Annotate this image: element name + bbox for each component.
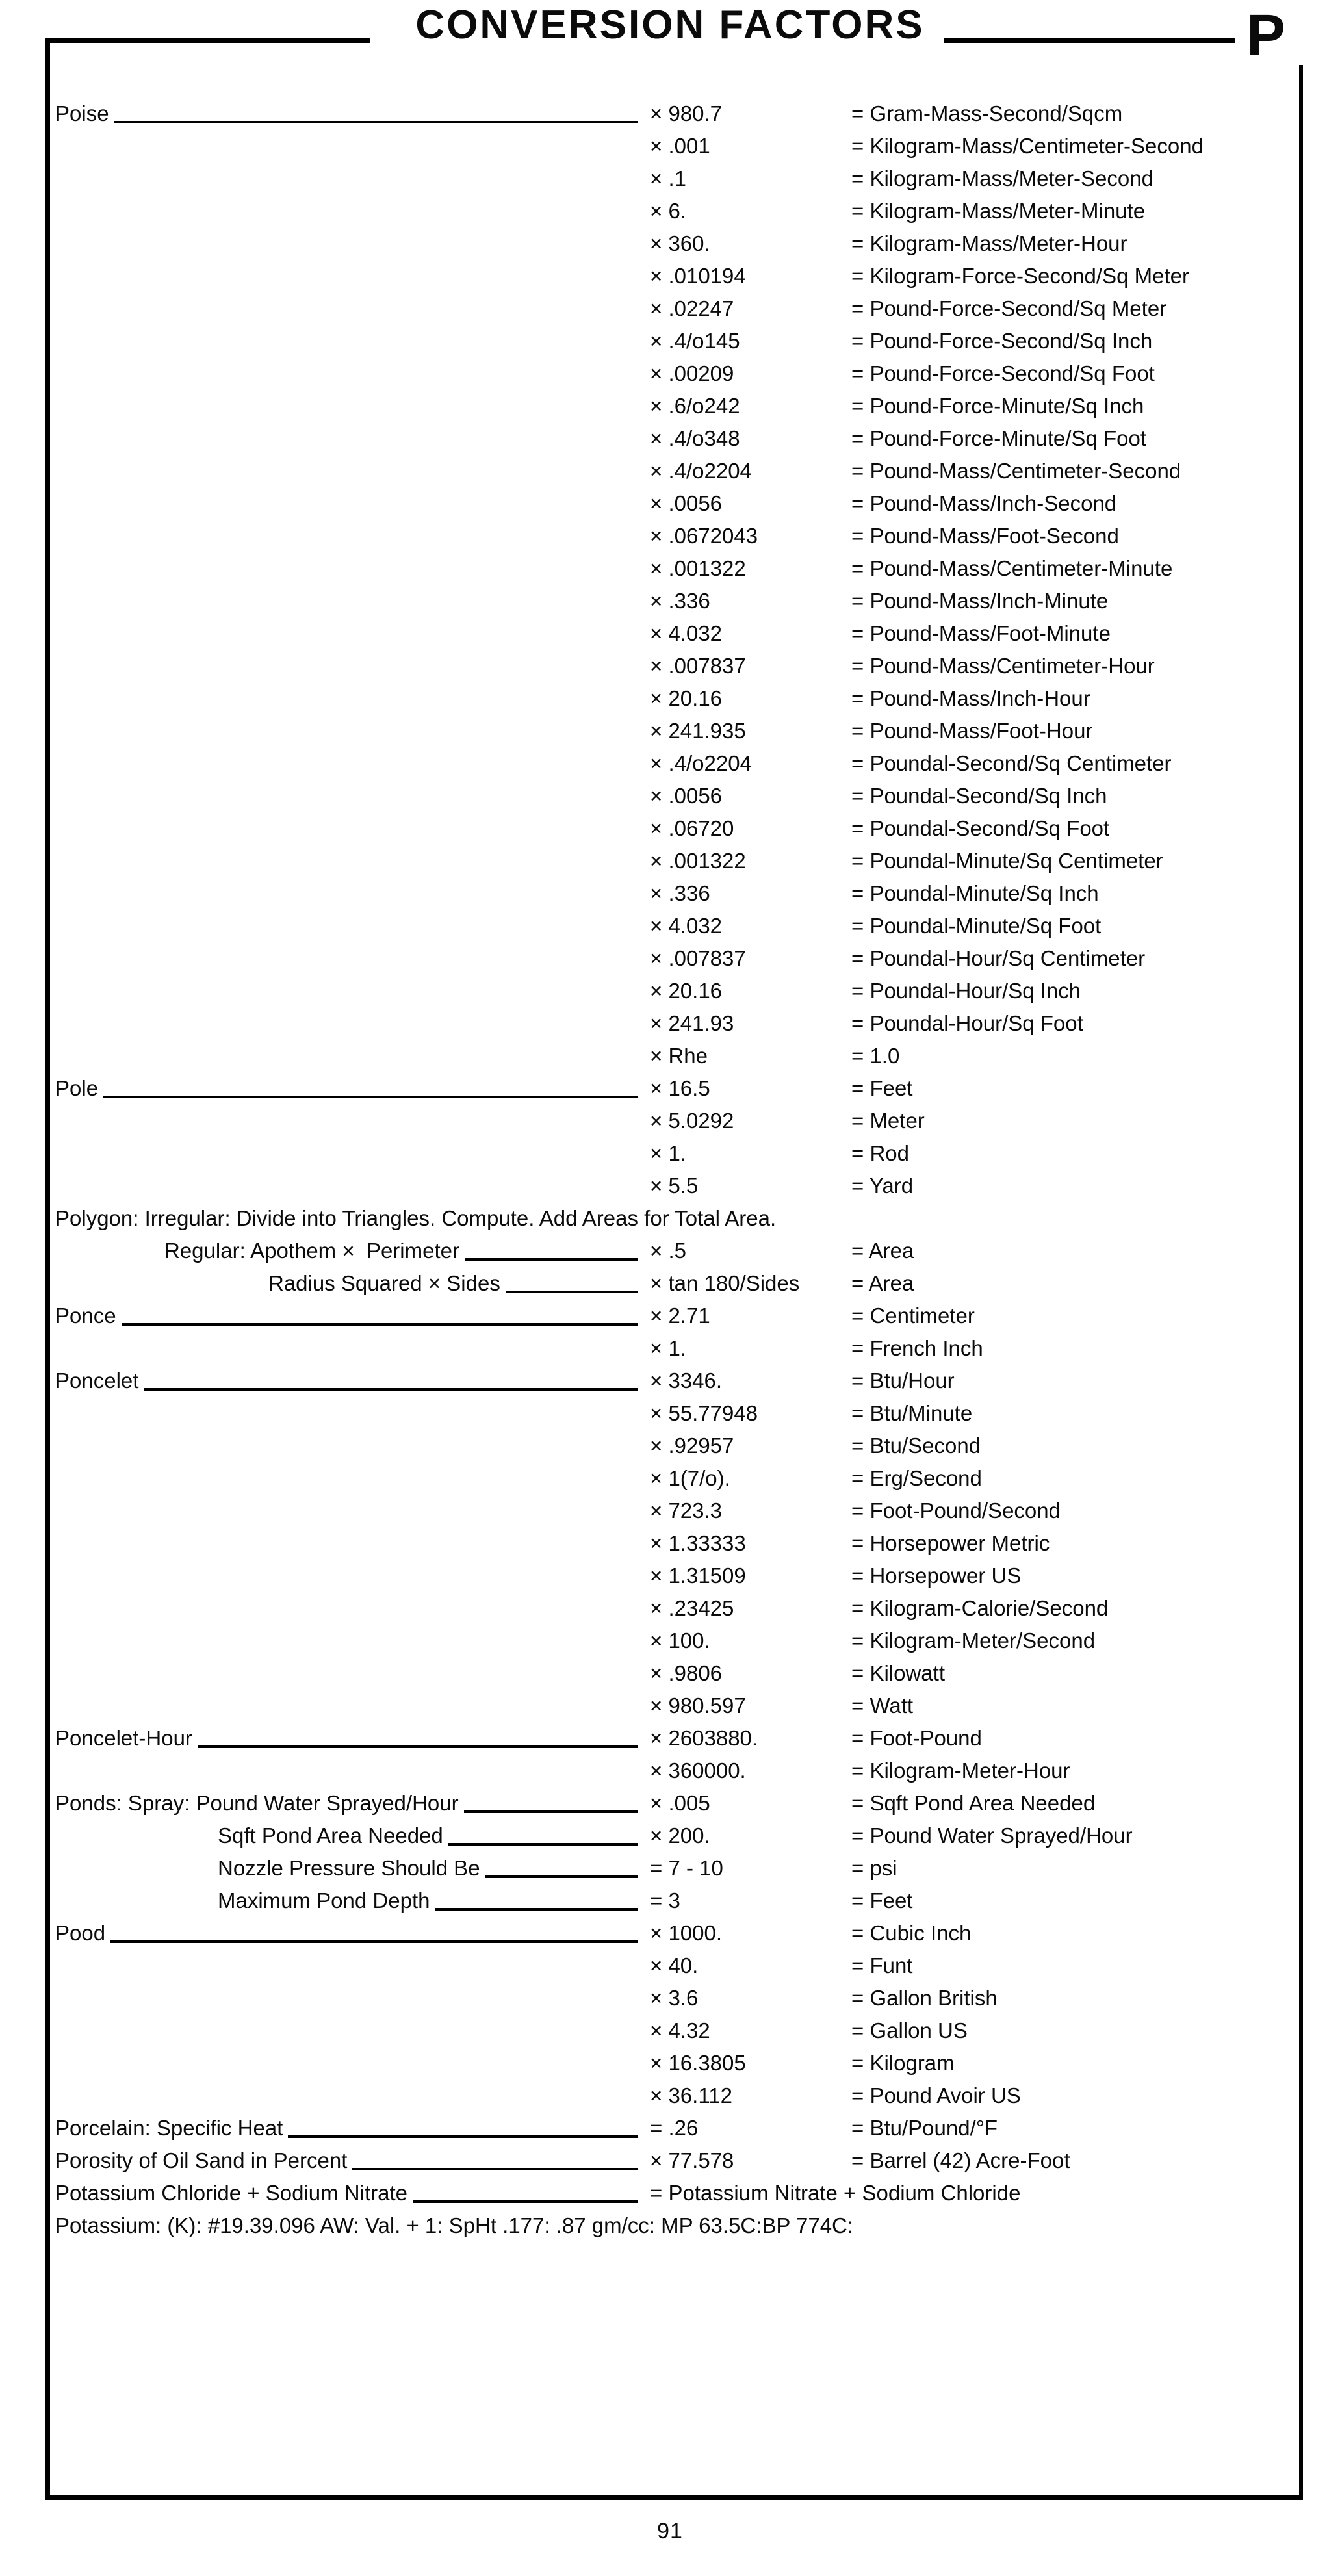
- term-label: Porcelain: Specific Heat: [55, 2116, 283, 2140]
- result-label: = Pound-Mass/Inch-Hour: [851, 686, 1090, 710]
- result-label: = Kilogram-Meter/Second: [851, 1629, 1096, 1653]
- factor-value: × .06720: [650, 816, 734, 840]
- leader-line: [413, 2200, 638, 2203]
- factor-value: × .336: [650, 589, 710, 613]
- result-label: = Pound-Mass/Centimeter-Second: [851, 459, 1181, 483]
- factor-value: × 55.77948: [650, 1401, 758, 1425]
- factor-value: × .0056: [650, 784, 723, 808]
- result-label: = Pound-Mass/Centimeter-Hour: [851, 654, 1155, 678]
- leader-line: [448, 1843, 638, 1846]
- conversion-row: [0, 1657, 1340, 1690]
- factor-value: × 3.6: [650, 1986, 699, 2010]
- leader-line: [485, 1875, 638, 1878]
- result-label: = Watt: [851, 1694, 914, 1718]
- factor-value: × 4.032: [650, 621, 723, 645]
- factor-value: × 2.71: [650, 1304, 710, 1328]
- conversion-row: [0, 455, 1340, 487]
- term-wrap: [0, 1235, 640, 1267]
- factor-value: × 241.935: [650, 719, 746, 743]
- leader-line: [110, 1940, 638, 1943]
- conversion-row: [0, 1820, 1340, 1852]
- result-label: = Sqft Pond Area Needed: [851, 1791, 1096, 1815]
- term-label: Ponds: Spray: Pound Water Sprayed/Hour: [55, 1791, 459, 1815]
- factor-value: × 1000.: [650, 1921, 723, 1945]
- result-label: = Pound-Mass/Foot-Minute: [851, 621, 1111, 645]
- term-label: Pood: [55, 1921, 106, 1945]
- result-label: = Yard: [851, 1174, 914, 1198]
- factor-value: × .010194: [650, 264, 746, 288]
- term-label: Poncelet: [55, 1369, 139, 1393]
- result-label: = Gallon British: [851, 1986, 998, 2010]
- factor-value: × 4.032: [650, 914, 723, 938]
- result-label: = Horsepower Metric: [851, 1531, 1050, 1555]
- factor-value: × .4/o348: [650, 426, 740, 450]
- term-wrap: [0, 1072, 640, 1105]
- full-row-text: Polygon: Irregular: Divide into Triangles. Compute. Add Areas for Total Area.: [55, 1206, 777, 1230]
- term-wrap: [0, 2112, 640, 2145]
- factor-value: × 5.5: [650, 1174, 699, 1198]
- conversion-row: [0, 390, 1340, 422]
- factor-value: × .4/o145: [650, 329, 740, 353]
- result-label: = Kilogram-Mass/Meter-Minute: [851, 199, 1146, 223]
- result-label: = Rod: [851, 1141, 909, 1165]
- leader-line: [352, 2168, 638, 2170]
- factor-value: × .6/o242: [650, 394, 740, 418]
- result-label: = Pound-Force-Minute/Sq Inch: [851, 394, 1144, 418]
- conversion-row: [0, 1007, 1340, 1040]
- factor-value: × 1(7/o).: [650, 1466, 730, 1490]
- factor-value: × 2603880.: [650, 1726, 758, 1750]
- result-label: = Kilogram-Meter-Hour: [851, 1758, 1070, 1783]
- term-label: Potassium Chloride + Sodium Nitrate: [55, 2181, 407, 2205]
- term-label: Poncelet-Hour: [55, 1726, 192, 1750]
- factor-value: × tan 180/Sides: [650, 1271, 800, 1295]
- factor-value: = 7 - 10: [650, 1856, 723, 1880]
- factor-value: × .007837: [650, 946, 746, 970]
- term-label: Maximum Pond Depth: [218, 1888, 430, 1913]
- term-wrap: [0, 1885, 640, 1917]
- result-label: = Poundal-Hour/Sq Centimeter: [851, 946, 1146, 970]
- conversion-row: [0, 520, 1340, 552]
- page-title: CONVERSION FACTORS: [415, 3, 925, 47]
- conversion-row: [0, 1462, 1340, 1495]
- result-label: = Area: [851, 1271, 914, 1295]
- term-label: Regular: Apothem × Perimeter: [164, 1239, 459, 1263]
- result-label: = Funt: [851, 1953, 913, 1977]
- conversion-row: [0, 845, 1340, 877]
- result-label: = Kilogram-Force-Second/Sq Meter: [851, 264, 1189, 288]
- result-label: = Kilogram-Calorie/Second: [851, 1596, 1109, 1620]
- conversion-row: [0, 650, 1340, 682]
- conversion-row: [0, 97, 1340, 130]
- term-label: Pole: [55, 1076, 99, 1100]
- factor-value: × 6.: [650, 199, 686, 223]
- result-label: = Kilogram: [851, 2051, 955, 2075]
- conversion-row: [0, 162, 1340, 195]
- conversion-row: [0, 227, 1340, 260]
- leader-line: [288, 2135, 638, 2138]
- conversion-row: [0, 422, 1340, 455]
- conversion-row: [0, 812, 1340, 845]
- leader-line: [464, 1810, 638, 1813]
- result-label: = Pound-Force-Second/Sq Inch: [851, 329, 1153, 353]
- result-label: = psi: [851, 1856, 897, 1880]
- term-wrap: [0, 2177, 640, 2209]
- factor-value: × 1.31509: [650, 1564, 746, 1588]
- factor-value: × .336: [650, 881, 710, 905]
- conversion-row: [0, 2145, 1340, 2177]
- result-label: = Horsepower US: [851, 1564, 1022, 1588]
- factor-value: × .23425: [650, 1596, 734, 1620]
- conversion-row: [0, 1495, 1340, 1527]
- factor-value: × 980.597: [650, 1694, 746, 1718]
- term-label: Nozzle Pressure Should Be: [218, 1856, 480, 1880]
- result-label: = Gram-Mass-Second/Sqcm: [851, 101, 1123, 125]
- conversion-row: [0, 2209, 1340, 2242]
- conversion-row: [0, 1072, 1340, 1105]
- conversion-row: [0, 357, 1340, 390]
- factor-value: × 360.: [650, 231, 710, 255]
- result-label: = Poundal-Minute/Sq Centimeter: [851, 849, 1163, 873]
- result-label: = Cubic Inch: [851, 1921, 972, 1945]
- factor-value: × .001322: [650, 849, 746, 873]
- result-label: = Erg/Second: [851, 1466, 982, 1490]
- conversion-row: [0, 1690, 1340, 1722]
- factor-value: × .9806: [650, 1661, 723, 1685]
- factor-value: × .001: [650, 134, 710, 158]
- conversion-row: [0, 1202, 1340, 1235]
- leader-line: [198, 1745, 638, 1748]
- conversion-row: [0, 2047, 1340, 2080]
- factor-value: × .007837: [650, 654, 746, 678]
- result-label: = Meter: [851, 1109, 925, 1133]
- result-label: = Foot-Pound/Second: [851, 1499, 1061, 1523]
- conversion-row: [0, 1950, 1340, 1982]
- factor-value: × 16.5: [650, 1076, 710, 1100]
- section-letter: P: [1246, 3, 1286, 68]
- factor-value: × 77.578: [650, 2148, 734, 2172]
- result-label: = Kilogram-Mass/Meter-Second: [851, 166, 1153, 190]
- conversion-row: [0, 1332, 1340, 1365]
- conversion-row: [0, 2177, 1340, 2209]
- conversion-row: [0, 1137, 1340, 1170]
- result-label: = Pound-Mass/Centimeter-Minute: [851, 556, 1173, 580]
- conversion-row: [0, 617, 1340, 650]
- term-wrap: [0, 97, 640, 130]
- result-label: = Area: [851, 1239, 914, 1263]
- term-wrap: [0, 1787, 640, 1820]
- term-label: Radius Squared × Sides: [268, 1271, 500, 1295]
- factor-value: × 200.: [650, 1823, 710, 1848]
- result-label: = Poundal-Minute/Sq Foot: [851, 914, 1102, 938]
- result-label: = Pound-Mass/Foot-Second: [851, 524, 1119, 548]
- leader-line: [506, 1291, 638, 1293]
- conversion-row: [0, 780, 1340, 812]
- conversion-row: [0, 1852, 1340, 1885]
- factor-value: × .5: [650, 1239, 686, 1263]
- conversion-row: [0, 130, 1340, 162]
- result-label: = Pound Avoir US: [851, 2083, 1021, 2107]
- conversion-row: [0, 1170, 1340, 1202]
- result-label: = Gallon US: [851, 2018, 968, 2042]
- conversion-row: [0, 747, 1340, 780]
- result-label: = Poundal-Second/Sq Inch: [851, 784, 1107, 808]
- conversion-row: [0, 1560, 1340, 1592]
- term-label: Poise: [55, 101, 109, 125]
- factor-value: × 1.: [650, 1336, 686, 1360]
- conversion-row: [0, 1365, 1340, 1397]
- conversion-row: [0, 1267, 1340, 1300]
- conversion-row: [0, 1300, 1340, 1332]
- leader-line: [144, 1388, 638, 1391]
- factor-value: × 20.16: [650, 979, 723, 1003]
- factor-value: × .00209: [650, 361, 734, 385]
- factor-value: × .0672043: [650, 524, 758, 548]
- leader-line: [103, 1096, 638, 1098]
- factor-value: × 16.3805: [650, 2051, 746, 2075]
- result-label: = Pound-Mass/Inch-Minute: [851, 589, 1109, 613]
- conversion-row: [0, 487, 1340, 520]
- result-label: = Poundal-Second/Sq Foot: [851, 816, 1110, 840]
- result-label: = French Inch: [851, 1336, 983, 1360]
- term-wrap: [0, 2145, 640, 2177]
- title-rule-left: [47, 38, 370, 43]
- result-label: = Kilowatt: [851, 1661, 945, 1685]
- factor-value: × .02247: [650, 296, 734, 320]
- result-label: = Poundal-Minute/Sq Inch: [851, 881, 1099, 905]
- term-wrap: [0, 1267, 640, 1300]
- leader-line: [465, 1258, 638, 1261]
- result-label: = Btu/Pound/°F: [851, 2116, 998, 2140]
- term-wrap: [0, 1300, 640, 1332]
- conversion-row: [0, 195, 1340, 227]
- factor-value: × 1.: [650, 1141, 686, 1165]
- conversion-row: [0, 1592, 1340, 1625]
- conversion-row: [0, 715, 1340, 747]
- result-label: = Centimeter: [851, 1304, 975, 1328]
- conversion-row: [0, 2080, 1340, 2112]
- conversion-row: [0, 2112, 1340, 2145]
- result-label: = Pound-Mass/Inch-Second: [851, 491, 1117, 515]
- result-label: = Pound-Force-Minute/Sq Foot: [851, 426, 1146, 450]
- factor-value: = .26: [650, 2116, 699, 2140]
- conversion-row: [0, 1235, 1340, 1267]
- factor-value: × .0056: [650, 491, 723, 515]
- factor-value: × .4/o2204: [650, 751, 752, 775]
- factor-value: × .4/o2204: [650, 459, 752, 483]
- result-label: = Poundal-Hour/Sq Inch: [851, 979, 1081, 1003]
- result-label: = Pound-Force-Second/Sq Meter: [851, 296, 1167, 320]
- factor-value: × 5.0292: [650, 1109, 734, 1133]
- term-label: Ponce: [55, 1304, 116, 1328]
- conversion-row: [0, 585, 1340, 617]
- term-label: Porosity of Oil Sand in Percent: [55, 2148, 348, 2172]
- leader-line: [114, 121, 638, 123]
- full-row-text: Potassium: (K): #19.39.096 AW: Val. + 1: SpHt .177: .87 gm/cc: MP 63.5C:BP 774C:: [55, 2213, 854, 2237]
- result-label: = Pound-Force-Second/Sq Foot: [851, 361, 1155, 385]
- leader-line: [122, 1323, 638, 1326]
- factor-value: × Rhe: [650, 1044, 708, 1068]
- result-label: = Pound-Mass/Foot-Hour: [851, 719, 1093, 743]
- conversion-row: [0, 1430, 1340, 1462]
- result-label: = Poundal-Hour/Sq Foot: [851, 1011, 1083, 1035]
- factor-value: = 3: [650, 1888, 680, 1913]
- result-label: = Feet: [851, 1888, 913, 1913]
- page-number: 91: [657, 2519, 683, 2544]
- conversion-row: [0, 1917, 1340, 1950]
- conversion-row: [0, 910, 1340, 942]
- factor-value: × 100.: [650, 1629, 710, 1653]
- conversion-row: [0, 975, 1340, 1007]
- factor-value: × 20.16: [650, 686, 723, 710]
- term-wrap: [0, 1820, 640, 1852]
- factor-value: = Potassium Nitrate + Sodium Chloride: [650, 2181, 1021, 2205]
- conversion-row: [0, 260, 1340, 292]
- leader-line: [435, 1908, 638, 1911]
- conversion-row: [0, 1885, 1340, 1917]
- factor-value: × 360000.: [650, 1758, 746, 1783]
- conversion-row: [0, 552, 1340, 585]
- factor-value: × 241.93: [650, 1011, 734, 1035]
- result-label: = Btu/Second: [851, 1434, 981, 1458]
- term-wrap: [0, 1917, 640, 1950]
- conversion-row: [0, 1105, 1340, 1137]
- factor-value: × .001322: [650, 556, 746, 580]
- factor-value: × .1: [650, 166, 686, 190]
- result-label: = Feet: [851, 1076, 913, 1100]
- factor-value: × 1.33333: [650, 1531, 746, 1555]
- conversion-row: [0, 942, 1340, 975]
- conversion-row: [0, 325, 1340, 357]
- conversion-row: [0, 2015, 1340, 2047]
- result-label: = Kilogram-Mass/Centimeter-Second: [851, 134, 1204, 158]
- conversion-row: [0, 1625, 1340, 1657]
- factor-value: × 40.: [650, 1953, 699, 1977]
- factor-value: × 36.112: [650, 2083, 732, 2107]
- result-label: = Btu/Hour: [851, 1369, 955, 1393]
- page-border-bottom: [45, 2495, 1303, 2500]
- result-label: = Foot-Pound: [851, 1726, 982, 1750]
- term-wrap: [0, 1852, 640, 1885]
- term-wrap: [0, 1365, 640, 1397]
- conversion-row: [0, 1755, 1340, 1787]
- conversion-row: [0, 292, 1340, 325]
- result-label: = 1.0: [851, 1044, 900, 1068]
- conversion-row: [0, 682, 1340, 715]
- title-rule-right: [944, 38, 1235, 43]
- result-label: = Poundal-Second/Sq Centimeter: [851, 751, 1172, 775]
- result-label: = Pound Water Sprayed/Hour: [851, 1823, 1133, 1848]
- result-label: = Btu/Minute: [851, 1401, 973, 1425]
- conversion-row: [0, 877, 1340, 910]
- term-label: Sqft Pond Area Needed: [218, 1823, 443, 1848]
- factor-value: × 723.3: [650, 1499, 723, 1523]
- term-wrap: [0, 1722, 640, 1755]
- conversion-row: [0, 1040, 1340, 1072]
- factor-value: × .92957: [650, 1434, 734, 1458]
- conversion-row: [0, 1982, 1340, 2015]
- factor-value: × 3346.: [650, 1369, 723, 1393]
- factor-value: × 980.7: [650, 101, 723, 125]
- conversion-rows: [0, 97, 1340, 2242]
- result-label: = Barrel (42) Acre-Foot: [851, 2148, 1070, 2172]
- conversion-row: [0, 1527, 1340, 1560]
- conversion-row: [0, 1787, 1340, 1820]
- factor-value: × .005: [650, 1791, 710, 1815]
- factor-value: × 4.32: [650, 2018, 710, 2042]
- result-label: = Kilogram-Mass/Meter-Hour: [851, 231, 1127, 255]
- conversion-row: [0, 1722, 1340, 1755]
- conversion-row: [0, 1397, 1340, 1430]
